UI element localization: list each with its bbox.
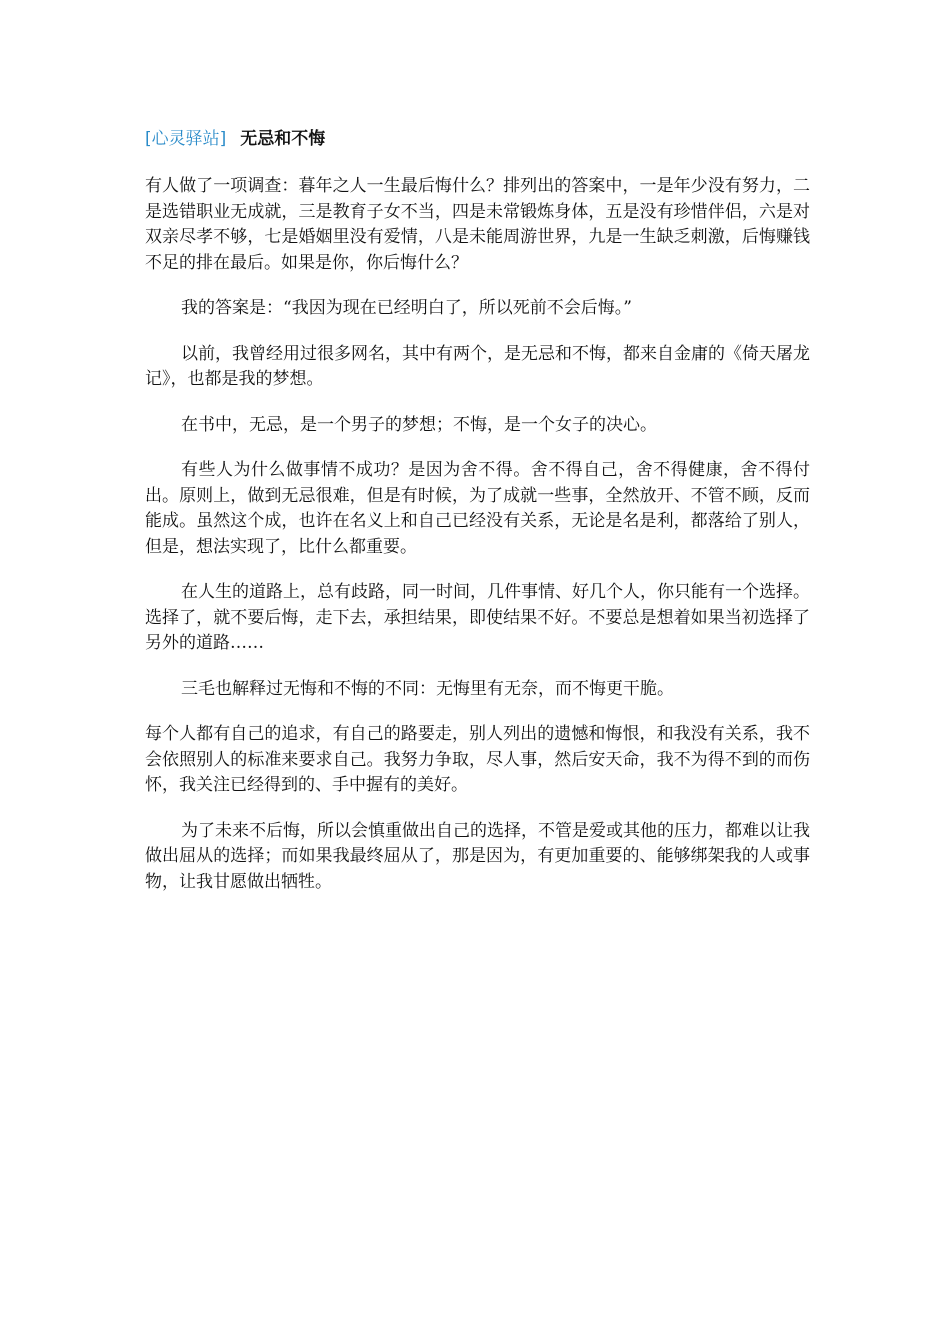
paragraph-reluctance: 有些人为什么做事情不成功？是因为舍不得。舍不得自己，舍不得健康，舍不得付出。原则上，做到无忌很难，但是有时候，为了成就一些事，全然放开、不管不顾，反而能成。虽然这个成，也许在名义上和自己已经没有关系，无论是名是利，都落给了别人，但是，想法实现了，比什么都重要。	[145, 460, 810, 557]
column-tag: [心灵驿站]	[145, 129, 227, 149]
paragraph-answer: 我的答案是：“我因为现在已经明白了，所以死前不会后悔。”	[181, 298, 632, 318]
article	[145, 124, 810, 915]
paragraph-survey: 有人做了一项调查：暮年之人一生最后悔什么？排列出的答案中，一是年少没有努力，二是选错职业无成就，三是教育子女不当，四是未常锻炼身体，五是没有珍惜伴侣，六是对双亲尽孝不够，七是婚姻里没有爱情，八是未能周游世界，九是一生缺乏刺激，后悔赚钱不足的排在最后。如果是你，你后悔什么？	[145, 176, 810, 273]
paragraph-sanmao: 三毛也解释过无悔和不悔的不同：无悔里有无奈，而不悔更干脆。	[181, 678, 674, 699]
paragraph-future: 为了未来不后悔，所以会慎重做出自己的选择，不管是爱或其他的压力，都难以让我做出屈从的选择；而如果我最终屈从了，那是因为，有更加重要的、能够绑架我的人或事物，让我甘愿做出牺牲。	[145, 820, 810, 892]
paragraph-choices: 在人生的道路上，总有歧路，同一时间，几件事情、好几个人，你只能有一个选择。选择了，就不要后悔，走下去，承担结果，即使结果不好。不要总是想着如果当初选择了另外的道路……	[145, 582, 810, 653]
article-heading	[145, 124, 810, 154]
paragraph-book: 在书中，无忌，是一个男子的梦想；不悔，是一个女子的决心。	[181, 414, 657, 435]
article-title: 无忌和不悔	[240, 129, 326, 149]
paragraph-pursuit: 每个人都有自己的追求，有自己的路要走，别人列出的遗憾和悔恨，和我没有关系，我不会依照别人的标准来要求自己。我努力争取，尽人事，然后安天命，我不为得不到的而伤怀，我关注已经得到的、手中握有的美好。	[145, 724, 810, 795]
paragraph-nicknames: 以前，我曾经用过很多网名，其中有两个，是无忌和不悔，都来自金庸的《倚天屠龙记》，也都是我的梦想。	[145, 343, 810, 389]
